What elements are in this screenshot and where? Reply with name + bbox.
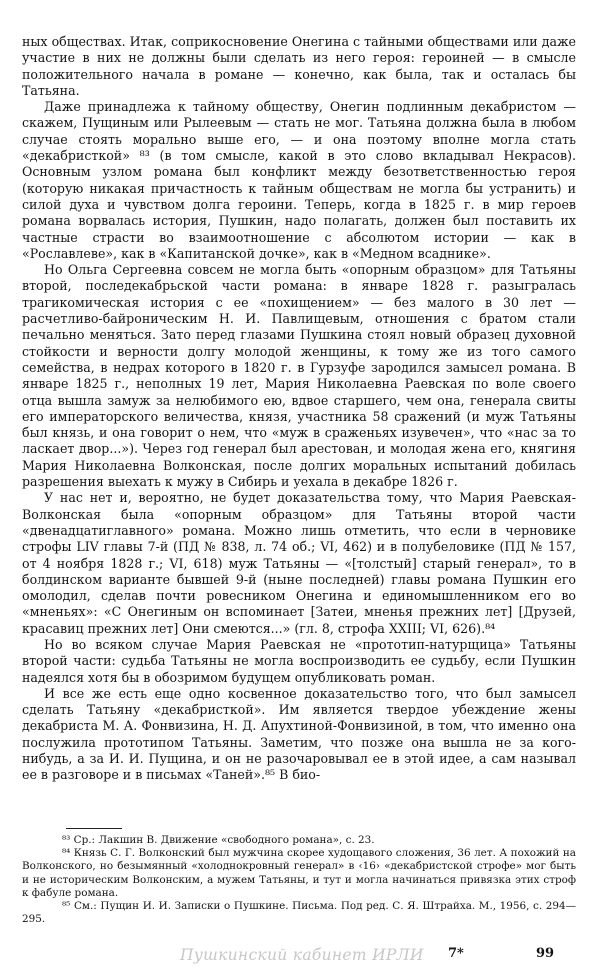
page-number: 99: [536, 946, 555, 961]
paragraph: Даже принадлежа к тайному обществу, Онегин подлинным декабристом — скажем, Пущиным или Рылеевым — стать не мог. Татьяна должна была в любом случае стоять морально выше его, — и она поэтому вполне могла стать «декабристкой» ⁸³ (в том смысле, какой в это слово вкладывал Некрасов). Основным узлом романа был конфликт между безответственностью героя (которую никакая причастность к тайным обществам не могла бы устранить) и силой духа и чувством долга героини. Теперь, когда в 1825 г. в мир героев романа ворвалась история, Пушкин, надо полагать, должен был поставить их частные страсти во взаимоотношение с абсолютом истории — как в «Рославлеве», как в «Капитанской дочке», как в «Медном всаднике».: [22, 99, 576, 261]
paragraph: ных обществах. Итак, соприкосновение Онегина с тайными обществами или даже участие в них не должны были сделать из него героя: героиней — в смысле положительного начала в романе — конечно, как была, так и осталась бы Татьяна.: [22, 34, 576, 98]
paragraph: Но во всяком случае Мария Раевская не «прототип-натурщица» Татьяны второй части: судьба Татьяны не могла воспроизводить ее судьбу, если Пушкин надеялся хотя бы в обозримом будущем опубликовать роман.: [22, 636, 576, 685]
paragraph: Но Ольга Сергеевна совсем не могла быть «опорным образцом» для Татьяны второй, последекабрьской части романа: в январе 1828 г. разыгралась трагикомическая история с ее «похищением» — без малого в 30 лет — расчетливо-байроническим Н. И. Павлищевым, отношения с братом стали печально меняться. Зато перед глазами Пушкина стоял новый образец духовной стойкости и верности долгу молодой женщины, к тому же из того самого семейства, в недрах которого в 1820 г. в Гурзуфе зародился замысел романа. В январе 1825 г., неполных 19 лет, Мария Николаевна Раевская по воле своего отца вышла замуж за нелюбимого ею, вдвое старшего, чем она, генерала свиты его императорского величества, князя, участника 58 сражений (и муж Татьяны был князь, и она говорит о нем, что «муж в сраженьях изувечен», что «нас за то ласкает двор...»). Через год генерал был арестован, и молодая жена его, княгиня Мария Николаевна Волконская, после долгих моральных испытаний добилась разрешения выехать к мужу в Сибирь и уехала в декабре 1826 г.: [22, 262, 576, 490]
footnote: ⁸⁵ См.: Пущин И. И. Записки о Пушкине. Письма. Под ред. С. Я. Штрайха. М., 1956, с. 294—295.: [22, 900, 576, 926]
signature-mark: 7*: [448, 946, 464, 961]
paragraph: И все же есть еще одно косвенное доказательство того, что был замысел сделать Татьяну «декабристкой». Им является твердое убеждение жены декабриста М. А. Фонвизина, Н. Д. Апухтиной-Фонвизиной, в том, что именно она послужила прототипом Татьяны. Заметим, что позже она вышла не за кого-нибудь, а за И. И. Пущина, и он не разочаровывал ее в этой идее, а сам называл ее в разговоре и в письмах «Таней».⁸⁵ В био-: [22, 685, 576, 783]
footnotes: [22, 834, 576, 926]
watermark: Пушкинский кабинет ИРЛИ: [180, 946, 424, 964]
main-text: [22, 34, 576, 784]
footnote: ⁸⁴ Князь С. Г. Волконский был мужчина скорее худощавого сложения, 36 лет. А похожий на Волконского, но безымянный «холоднокровный генерал» в ‹16› «декабристской строфе» мог быть и не историческим Волконским, а мужем Татьяны, и тут и могла начинаться привязка этих строф к фабуле романа.: [22, 847, 576, 899]
paragraph: У нас нет и, вероятно, не будет доказательства тому, что Мария Раевская-Волконская была «опорным образцом» для Татьяны второй части «двенадцатиглавного» романа. Можно лишь отметить, что если в черновике строфы LIV главы 7-й (ПД № 838, л. 74 об.; VI, 462) и в полубеловике (ПД № 157, от 4 ноября 1828 г.; VI, 618) муж Татьяны — «[толстый] старый генерал», то в болдинском варианте бывшей 9-й (ныне последней) главы романа Пушкин его омолодил, сделав почти ровесником Онегина и единомышленником его во «мненьях»: «С Онегиным он вспоминает [Затеи, мненья прежних лет] [Друзей, красавиц прежних лет] Они смеются...» (гл. 8, строфа XXIII; VI, 626).⁸⁴: [22, 490, 576, 636]
footnote: ⁸³ Ср.: Лакшин В. Движение «свободного романа», с. 23.: [62, 834, 375, 846]
footnote-divider: [66, 828, 122, 829]
